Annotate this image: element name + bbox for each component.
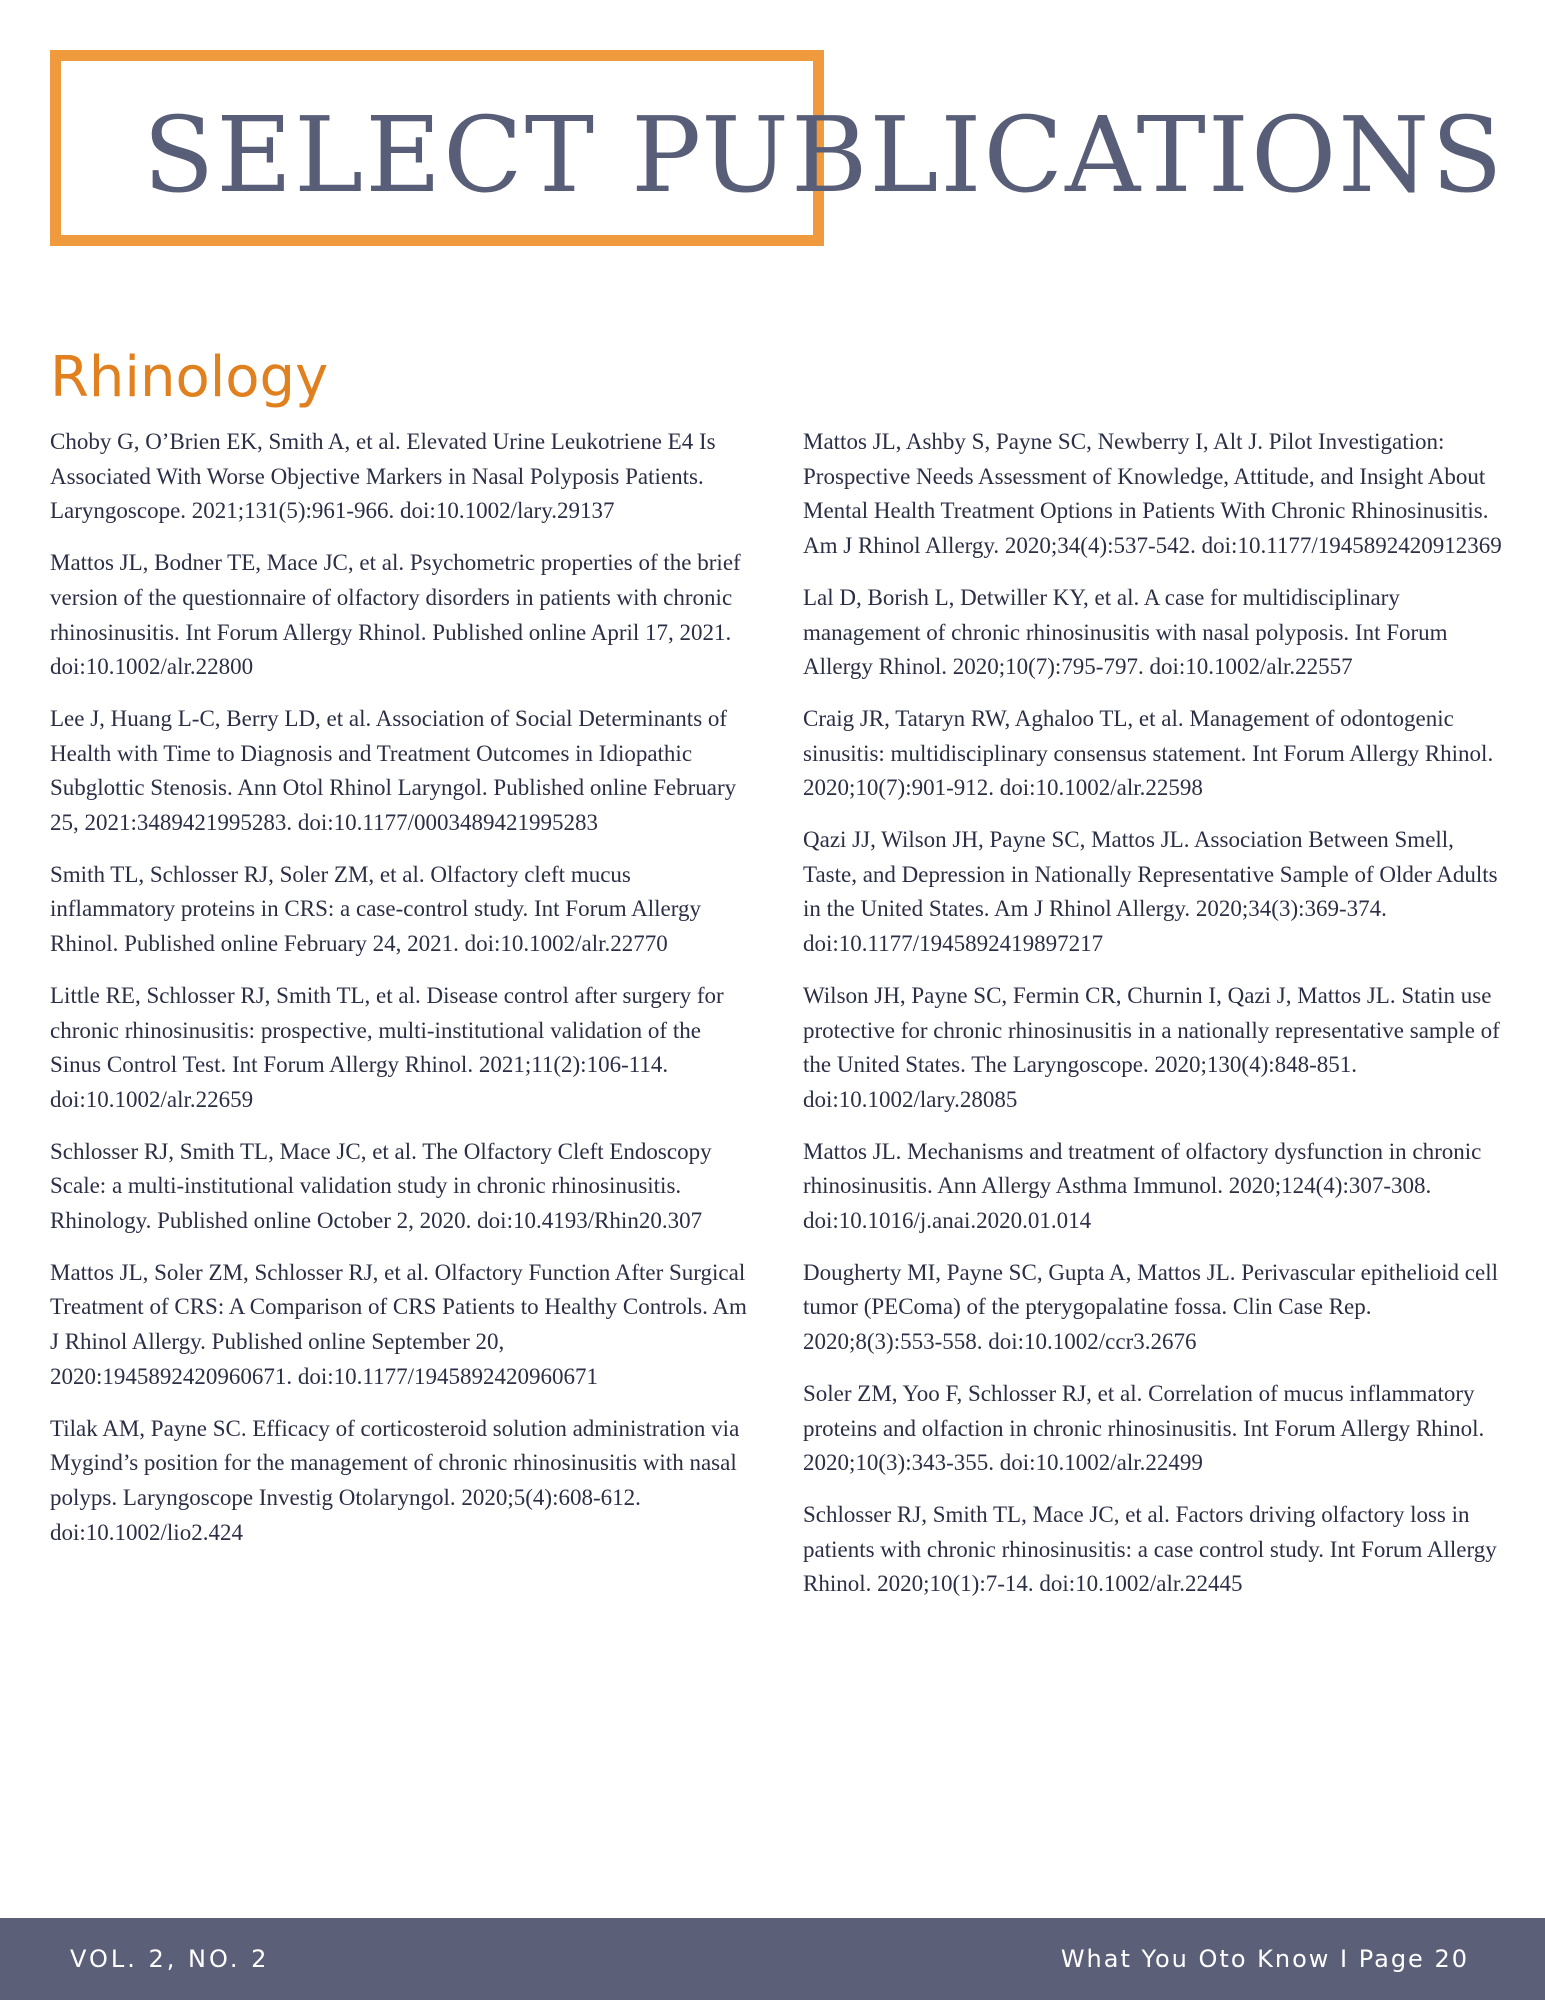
reference-item: Soler ZM, Yoo F, Schlosser RJ, et al. Correlation of mucus inflammatory proteins and olfaction in chronic rhinosinusitis. Int Forum Allergy Rhinol. 2020;10(3):343-355. doi:10.1002/alr.22499: [803, 1380, 1485, 1476]
footer-bar: [0, 1918, 1545, 2000]
reference-item: Mattos JL, Ashby S, Payne SC, Newberry I, Alt J. Pilot Investigation: Prospective Needs Assessment of Knowledge, Attitude, and Insight About Mental Health Treatment Options in Patients With Chronic Rhinosinusitis. Am J Rhinol Allergy. 2020;34(4):537-542. doi:10.1177/1945892420912369: [803, 429, 1502, 559]
reference-item: Little RE, Schlosser RJ, Smith TL, et al. Disease control after surgery for chronic rhinosinusitis: prospective, multi-institutional validation of the Sinus Control Test. Int Forum Allergy Rhinol. 2021;11(2):106-114. doi:10.1002/alr.22659: [50, 982, 724, 1112]
reference-item: Mattos JL. Mechanisms and treatment of olfactory dysfunction in chronic rhinosinusitis. Ann Allergy Asthma Immunol. 2020;124(4):307-308. doi:10.1016/j.anai.2020.01.014: [803, 1138, 1482, 1234]
reference-item: Craig JR, Tataryn RW, Aghaloo TL, et al. Management of odontogenic sinusitis: multidisciplinary consensus statement. Int Forum Allergy Rhinol. 2020;10(7):901-912. doi:10.1002/alr.22598: [803, 705, 1494, 801]
reference-item: Smith TL, Schlosser RJ, Soler ZM, et al. Olfactory cleft mucus inflammatory proteins in CRS: a case-control study. Int Forum Allergy Rhinol. Published online February 24, 2021. doi:10.1002/alr.22770: [50, 861, 701, 957]
page-title: SELECT PUBLICATIONS: [143, 94, 1505, 216]
section-heading-rhinology: Rhinology: [50, 345, 329, 410]
references-left-column: [50, 425, 750, 1567]
references-right-column: [803, 425, 1503, 1619]
reference-item: Mattos JL, Soler ZM, Schlosser RJ, et al. Olfactory Function After Surgical Treatment of CRS: A Comparison of CRS Patients to Healthy Controls. Am J Rhinol Allergy. Published online September 20, 2020:1945892420960671. doi:10.1177/1945892420960671: [50, 1259, 747, 1389]
reference-item: Lee J, Huang L-C, Berry LD, et al. Association of Social Determinants of Health with Time to Diagnosis and Treatment Outcomes in Idiopathic Subglottic Stenosis. Ann Otol Rhinol Laryngol. Published online February 25, 2021:3489421995283. doi:10.1177/0003489421995283: [50, 705, 737, 836]
reference-item: Choby G, O’Brien EK, Smith A, et al. Elevated Urine Leukotriene E4 Is Associated With Worse Objective Markers in Nasal Polyposis Patients. Laryngoscope. 2021;131(5):961-966. doi:10.1002/lary.29137: [50, 429, 716, 524]
reference-item: Schlosser RJ, Smith TL, Mace JC, et al. Factors driving olfactory loss in patients with chronic rhinosinusitis: a case control study. Int Forum Allergy Rhinol. 2020;10(1):7-14. doi:10.1002/alr.22445: [803, 1501, 1497, 1597]
reference-item: Wilson JH, Payne SC, Fermin CR, Churnin I, Qazi J, Mattos JL. Statin use protective for chronic rhinosinusitis in a nationally representative sample of the United States. The Laryngoscope. 2020;130(4):848-851. doi:10.1002/lary.28085: [803, 982, 1500, 1112]
footer-volume: VOL. 2, NO. 2: [70, 1945, 270, 1973]
reference-item: Mattos JL, Bodner TE, Mace JC, et al. Psychometric properties of the brief version of the questionnaire of olfactory disorders in patients with chronic rhinosinusitis. Int Forum Allergy Rhinol. Published online April 17, 2021. doi:10.1002/alr.22800: [50, 550, 741, 680]
reference-item: Lal D, Borish L, Detwiller KY, et al. A case for multidisciplinary management of chronic rhinosinusitis with nasal polyposis. Int Forum Allergy Rhinol. 2020;10(7):795-797. doi:10.1002/alr.22557: [803, 584, 1448, 680]
reference-item: Qazi JJ, Wilson JH, Payne SC, Mattos JL. Association Between Smell, Taste, and Depression in Nationally Representative Sample of Older Adults in the United States. Am J Rhinol Allergy. 2020;34(3):369-374. doi:10.1177/1945892419897217: [803, 827, 1498, 957]
reference-item: Dougherty MI, Payne SC, Gupta A, Mattos JL. Perivascular epithelioid cell tumor (PEComa) of the pterygopalatine fossa. Clin Case Rep. 2020;8(3):553-558. doi:10.1002/ccr3.2676: [803, 1259, 1498, 1355]
reference-item: Tilak AM, Payne SC. Efficacy of corticosteroid solution administration via Mygind’s position for the management of chronic rhinosinusitis with nasal polyps. Laryngoscope Investig Otolaryngol. 2020;5(4):608-612. doi:10.1002/lio2.424: [50, 1415, 740, 1545]
reference-item: Schlosser RJ, Smith TL, Mace JC, et al. The Olfactory Cleft Endoscopy Scale: a multi-institutional validation study in chronic rhinosinusitis. Rhinology. Published online October 2, 2020. doi:10.4193/Rhin20.307: [50, 1138, 712, 1234]
footer-page-label: What You Oto Know I Page 20: [1060, 1945, 1469, 1973]
